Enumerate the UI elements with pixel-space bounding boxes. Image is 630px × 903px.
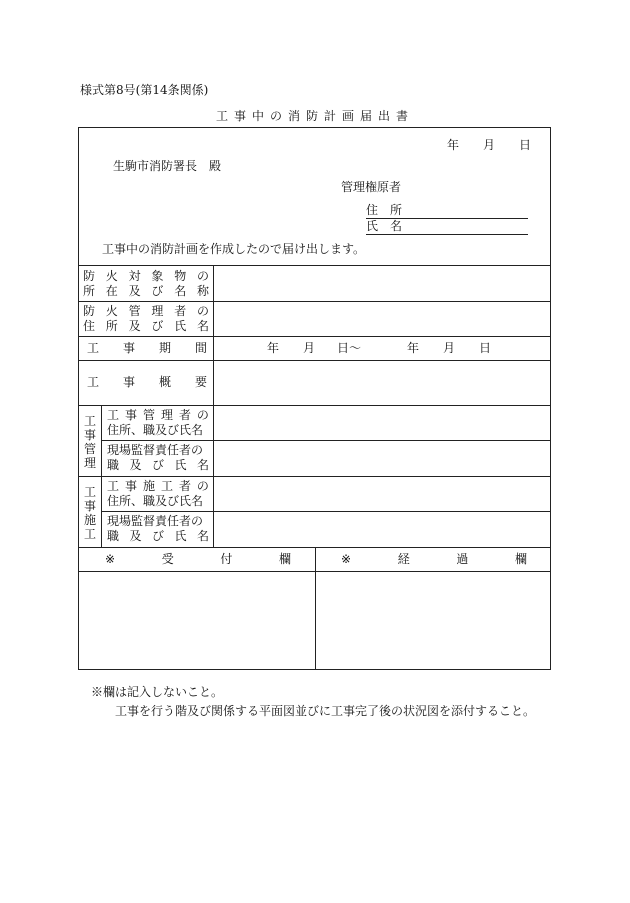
site-supervisor2-label-line1: 現場監督責任者の: [107, 514, 204, 528]
row-divider: [79, 476, 550, 477]
progress-column-header: ※ 経 過 欄: [341, 552, 527, 566]
date-year-label: 年: [447, 138, 460, 152]
period-year2: 年: [407, 341, 420, 355]
name-underline: [366, 234, 528, 235]
construction-overview-label: 工 事 概 要: [87, 375, 207, 389]
site-supervisor2-label-line2: 職 及 び 氏 名: [107, 529, 209, 543]
column-divider: [213, 265, 214, 547]
column-divider: [101, 405, 102, 547]
row-divider: [101, 440, 550, 441]
row-divider: [79, 265, 550, 266]
fire-object-label-line1: 防 火 対 象 物 の: [83, 269, 209, 283]
construction-manager-label-line1: 工 事 管 理 者 の: [107, 408, 209, 422]
construction-execution-group-label: 工 事 施 工: [83, 485, 96, 541]
contractor-label-line1: 工 事 施 工 者 の: [107, 479, 209, 493]
period-day2: 日: [479, 341, 492, 355]
form-table: [78, 127, 551, 670]
row-divider: [79, 405, 550, 406]
note-attachments: 工事を行う階及び関係する平面図並びに工事完了後の状況図を添付すること。: [115, 704, 536, 718]
period-month2: 月: [443, 341, 456, 355]
construction-manager-label-line2: 住所、職及び氏名: [107, 423, 204, 437]
note-asterisk-fields: ※欄は記入しないこと。: [91, 685, 224, 699]
document-title: 工事中の消防計画届出書: [215, 109, 414, 123]
period-year1: 年: [267, 341, 280, 355]
form-number: 様式第8号(第14条関係): [80, 83, 209, 97]
site-supervisor-label-line2: 職 及 び 氏 名: [107, 458, 209, 472]
period-day1: 日〜: [337, 341, 362, 355]
contractor-label-line2: 住所、職及び氏名: [107, 494, 204, 508]
column-divider: [315, 547, 316, 669]
fire-manager-label-line2: 住 所 及 び 氏 名: [83, 319, 209, 333]
period-month1: 月: [303, 341, 316, 355]
row-divider: [79, 301, 550, 302]
date-month-label: 月: [483, 138, 496, 152]
name-label: 氏 名: [366, 219, 403, 233]
statement-text: 工事中の消防計画を作成したので届け出します。: [102, 242, 366, 256]
fire-object-label-line2: 所 在 及 び 名 称: [83, 284, 209, 298]
fire-manager-label-line1: 防 火 管 理 者 の: [83, 304, 209, 318]
reception-column-header: ※ 受 付 欄: [105, 552, 291, 566]
date-day-label: 日: [519, 138, 532, 152]
row-divider: [79, 336, 550, 337]
row-divider: [79, 360, 550, 361]
construction-period-label: 工 事 期 間: [87, 341, 207, 355]
address-label: 住 所: [366, 203, 403, 217]
site-supervisor-label-line1: 現場監督責任者の: [107, 443, 204, 457]
row-divider: [101, 511, 550, 512]
construction-management-group-label: 工 事 管 理: [83, 414, 96, 470]
manager-label: 管理権原者: [341, 180, 402, 194]
addressee: 生駒市消防署長 殿: [113, 159, 222, 173]
